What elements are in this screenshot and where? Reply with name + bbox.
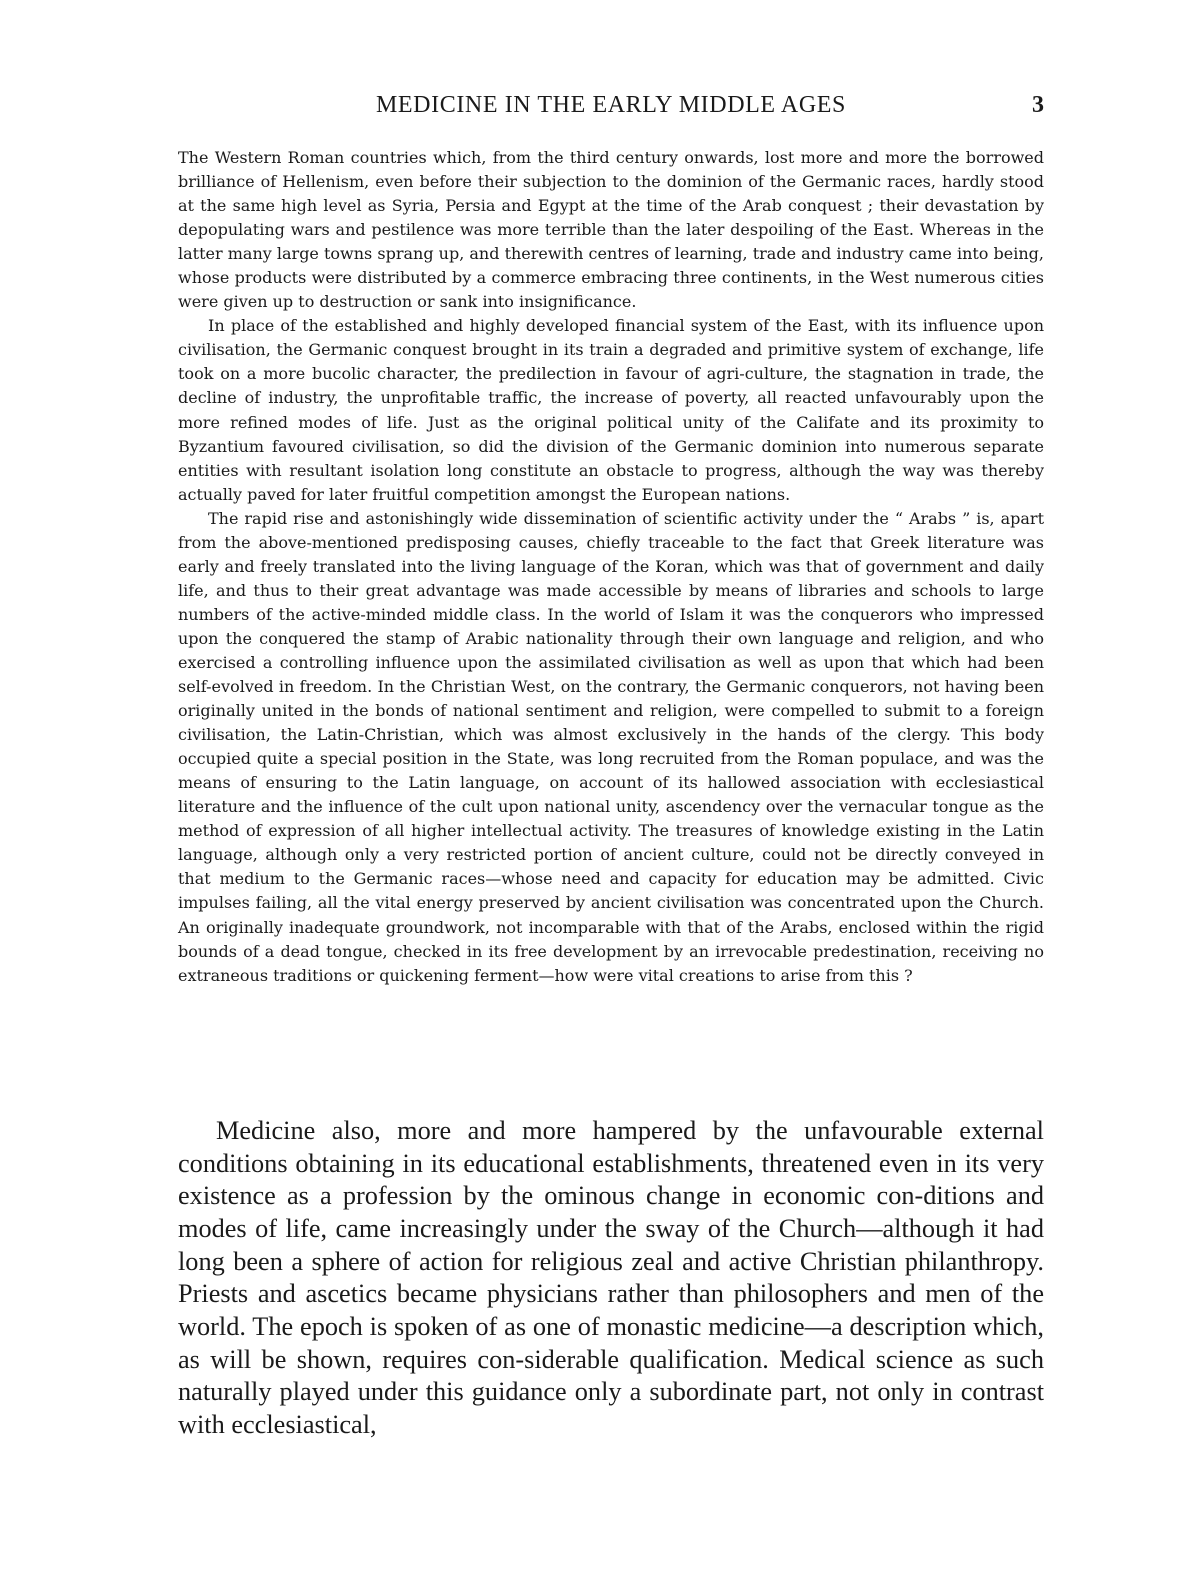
page-number: 3	[1032, 92, 1044, 118]
running-head	[178, 92, 1044, 128]
paragraph-western-roman-countries: The Western Roman countries which, from the third century onwards, lost more and more the borrowed brilliance of Hellenism, even before their subjection to the dominion of the Germanic races, hardly stood at the same high level as Syria, Persia and Egypt at the time of the Arab conquest ; their devastation by depopulating wars and pestilence was more terrible than the later despoiling of the East. Whereas in the latter many large towns sprang up, and therewith centres of learning, trade and industry came into being, whose products were distributed by a commerce embracing three continents, in the West numerous cities were given up to destruction or sank into insignificance.	[178, 148, 1044, 312]
main-text-section	[178, 1115, 1044, 1442]
paragraph-arab-scientific-activity: The rapid rise and astonishingly wide dissemination of scientific activity under the “ Arabs ” is, apart from the above-mentioned predisposing causes, chiefly traceable to the fact that Greek literature was early and freely translated into the living language of the Koran, which was that of government and daily life, and thus to their great advantage was made accessible by means of libraries and schools to large numbers of the active-minded middle class. In the world of Islam it was the conquerors who impressed upon the conquered the stamp of Arabic nationality through their own language and religion, and who exercised a controlling influence upon the assimilated civilisation as well as upon that which had been self-evolved in freedom. In the Christian West, on the contrary, the Germanic conquerors, not having been originally united in the bonds of national sentiment and religion, were compelled to submit to a foreign civilisation, the Latin-Christian, which was almost exclusively in the hands of the clergy. This body occupied quite a special position in the State, was long recruited from the Roman populace, and was the means of ensuring to the Latin language, on account of its hallowed association with ecclesiastical literature and the influence of the cult upon national unity, ascendency over the vernacular tongue as the method of expression of all higher intellectual activity. The treasures of knowledge existing in the Latin language, although only a very restricted portion of ancient culture, could not be directly conveyed in that medium to the Germanic races—whose need and capacity for education may be admitted. Civic impulses failing, all the vital energy preserved by ancient civilisation was concentrated upon the Church. An originally inadequate groundwork, not incomparable with that of the Arabs, enclosed within the rigid bounds of a dead tongue, checked in its free development by an irrevocable predestination, receiving no extraneous traditions or quickening ferment—how were vital creations to arise from this ?	[178, 508, 1044, 985]
paragraph-financial-system: In place of the established and highly developed financial system of the East, with its influence upon civilisation, the Germanic conquest brought in its train a degraded and primitive system of exchange, life took on a more bucolic character, the predilection in favour of agri-culture, the stagnation in trade, the decline of industry, the unprofitable traffic, the increase of poverty, all reacted unfavourably upon the more refined modes of life. Just as the original political unity of the Califate and its proximity to Byzantium favoured civilisation, so did the division of the Germanic dominion into numerous separate entities with resultant isolation long constitute an obstacle to progress, although the way was thereby actually paved for later fruitful competition amongst the European nations.	[178, 316, 1044, 504]
paragraph-monastic-medicine: Medicine also, more and more hampered by the unfavourable external conditions obtaining in its educational establishments, threatened even in its very existence as a profession by the ominous change in economic con-ditions and modes of life, came increasingly under the sway of the Church—although it had long been a sphere of action for religious zeal and active Christian philanthropy. Priests and ascetics became physicians rather than philosophers and men of the world. The epoch is spoken of as one of monastic medicine—a description which, as will be shown, requires con-siderable qualification. Medical science as such naturally played under this guidance only a subordinate part, not only in contrast with ecclesiastical,	[178, 1116, 1044, 1439]
running-title: MEDICINE IN THE EARLY MIDDLE AGES	[375, 92, 847, 118]
small-print-section	[178, 146, 1044, 988]
